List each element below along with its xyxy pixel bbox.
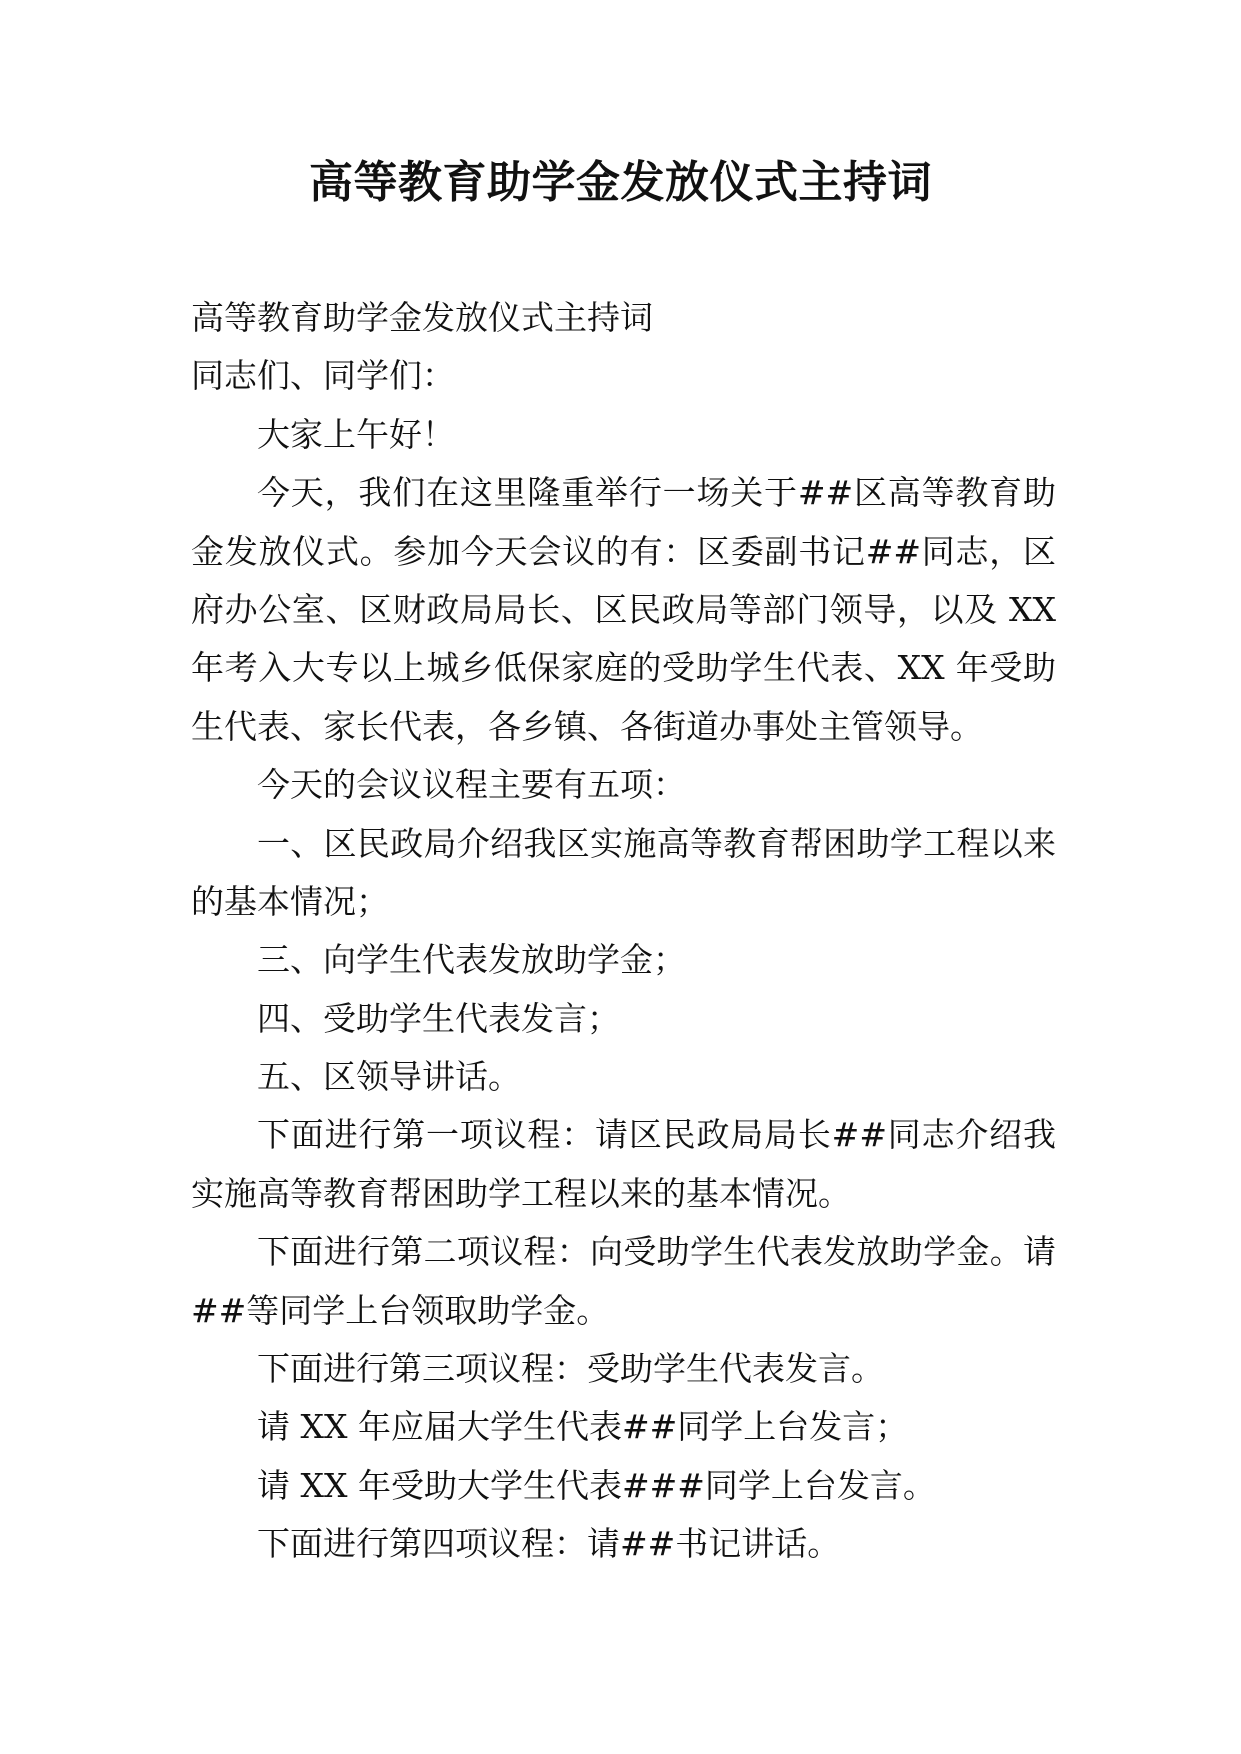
paragraph-line: 五、区领导讲话。 [257,1057,521,1097]
document-body [191,289,1056,1574]
paragraph-agenda-item [191,815,1056,932]
paragraph-line: 高等教育助学金发放仪式主持词 [191,298,653,337]
paragraph-salutation [191,347,1056,405]
paragraph-line: ##等同学上台领取助学金。 [191,1290,610,1330]
paragraph-line: 今天的会议议程主要有五项： [257,765,686,805]
paragraph-line: 三、向学生代表发放助学金； [257,940,686,980]
paragraph-line: 府办公室、区财政局局长、区民政局等部门领导，以及 XX [191,589,1056,629]
paragraph-line: 今天，我们在这里隆重举行一场关于##区高等教育助 [257,473,1056,513]
paragraph-greeting [191,406,1056,464]
paragraph-line: 一、区民政局介绍我区实施高等教育帮困助学工程以来 [257,823,1056,863]
paragraph-line: 同志们、同学们： [191,356,455,396]
paragraph-line: 下面进行第四项议程：请##书记讲话。 [257,1524,841,1564]
paragraph-line: 下面进行第一项议程：请区民政局局长##同志介绍我 [257,1115,1056,1155]
paragraph-agenda-step [191,1515,1056,1573]
paragraph-agenda-item [191,931,1056,989]
paragraph-introduction [191,464,1056,756]
paragraph-line: 生代表、家长代表，各乡镇、各街道办事处主管领导。 [191,706,983,746]
paragraph-speaker-invite [191,1457,1056,1515]
paragraph-agenda-step [191,1223,1056,1340]
paragraph-line: 金发放仪式。参加今天会议的有：区委副书记##同志，区 [191,531,1056,571]
paragraph-line: 下面进行第二项议程：向受助学生代表发放助学金。请 [257,1232,1056,1272]
paragraph-line: 请 XX 年受助大学生代表###同学上台发言。 [257,1465,936,1505]
paragraph-speaker-invite [191,1398,1056,1456]
paragraph-agenda-step [191,1340,1056,1398]
paragraph-agenda-item [191,1048,1056,1106]
paragraph-agenda-intro [191,756,1056,814]
paragraph-line: 年考入大专以上城乡低保家庭的受助学生代表、XX 年受助 [191,648,1056,688]
paragraph-line: 大家上午好！ [257,414,455,454]
paragraph-agenda-item [191,990,1056,1048]
paragraph-line: 实施高等教育帮困助学工程以来的基本情况。 [191,1173,851,1213]
document-title: 高等教育助学金发放仪式主持词 [309,157,932,208]
paragraph-line: 请 XX 年应届大学生代表##同学上台发言； [257,1407,909,1447]
paragraph-line: 四、受助学生代表发言； [257,998,620,1038]
paragraph-line: 下面进行第三项议程：受助学生代表发言。 [257,1349,884,1389]
paragraph-agenda-step [191,1106,1056,1223]
paragraph-heading-repeat [191,289,1056,347]
paragraph-line: 的基本情况； [191,881,389,921]
